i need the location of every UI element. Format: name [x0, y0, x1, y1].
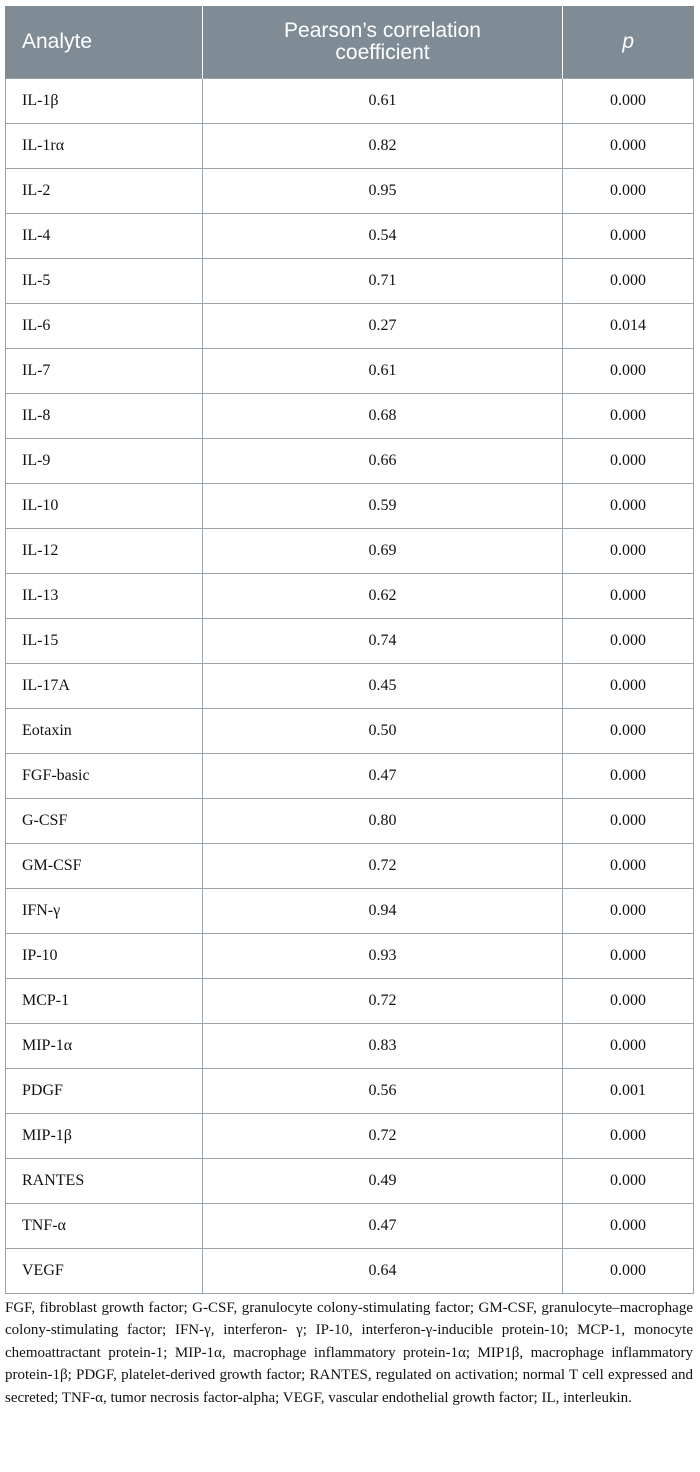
table-row: [6, 979, 694, 1024]
header-analyte: Analyte: [6, 6, 203, 79]
p-value-cell: 0.000: [563, 934, 694, 979]
analyte-cell: IL-15: [6, 619, 203, 664]
table-row: [6, 709, 694, 754]
table-header: [6, 6, 694, 79]
table-footnote: FGF, fibroblast growth factor; G-CSF, granulocyte colony-stimulating factor; GM-CSF, granulocyte–macrophage colony-stimulating factor; IFN-γ, interferon- γ; IP-10, interferon-γ-inducible protein-10; MCP-1, monocyte chemoattractant protein-1; MIP-1α, macrophage inflammatory protein-1α; MIP1β, macrophage inflammatory protein-1β; PDGF, platelet-derived growth factor; RANTES, regulated on activation; normal T cell expressed and secreted; TNF-α, tumor necrosis factor-alpha; VEGF, vascular endothelial growth factor; IL, interleukin.: [5, 1300, 693, 1406]
header-row: [6, 6, 694, 79]
pearson-r-cell: 0.45: [203, 664, 563, 709]
table-row: [6, 169, 694, 214]
p-value-cell: 0.000: [563, 439, 694, 484]
p-value-cell: 0.001: [563, 1069, 694, 1114]
p-value-cell: 0.000: [563, 214, 694, 259]
analyte-cell: GM-CSF: [6, 844, 203, 889]
p-value-cell: 0.000: [563, 529, 694, 574]
analyte-cell: IL-1β: [6, 79, 203, 124]
table-row: [6, 79, 694, 124]
table-row: [6, 934, 694, 979]
pearson-r-cell: 0.94: [203, 889, 563, 934]
p-value-cell: 0.000: [563, 79, 694, 124]
p-value-cell: 0.000: [563, 889, 694, 934]
pearson-r-cell: 0.56: [203, 1069, 563, 1114]
analyte-cell: MCP-1: [6, 979, 203, 1024]
table-row: [6, 529, 694, 574]
pearson-r-cell: 0.93: [203, 934, 563, 979]
analyte-cell: IL-5: [6, 259, 203, 304]
p-value-cell: 0.000: [563, 664, 694, 709]
pearson-r-cell: 0.82: [203, 124, 563, 169]
analyte-cell: IL-7: [6, 349, 203, 394]
pearson-r-cell: 0.64: [203, 1249, 563, 1294]
analyte-cell: TNF-α: [6, 1204, 203, 1249]
p-value-cell: 0.000: [563, 844, 694, 889]
p-value-cell: 0.000: [563, 1114, 694, 1159]
analyte-cell: RANTES: [6, 1159, 203, 1204]
table-row: [6, 484, 694, 529]
table-row: [6, 889, 694, 934]
table-row: [6, 574, 694, 619]
table-row: [6, 754, 694, 799]
p-value-cell: 0.000: [563, 574, 694, 619]
pearson-r-cell: 0.72: [203, 844, 563, 889]
analyte-cell: FGF-basic: [6, 754, 203, 799]
analyte-cell: IL-4: [6, 214, 203, 259]
analyte-cell: IL-6: [6, 304, 203, 349]
table-row: [6, 1069, 694, 1114]
pearson-r-cell: 0.66: [203, 439, 563, 484]
pearson-r-cell: 0.83: [203, 1024, 563, 1069]
analyte-cell: IP-10: [6, 934, 203, 979]
p-value-cell: 0.000: [563, 979, 694, 1024]
pearson-r-cell: 0.72: [203, 1114, 563, 1159]
table-row: [6, 1114, 694, 1159]
analyte-cell: IL-12: [6, 529, 203, 574]
analyte-cell: MIP-1β: [6, 1114, 203, 1159]
analyte-cell: MIP-1α: [6, 1024, 203, 1069]
analyte-cell: IL-13: [6, 574, 203, 619]
correlation-table: [5, 6, 694, 1294]
pearson-r-cell: 0.61: [203, 79, 563, 124]
analyte-cell: IL-17A: [6, 664, 203, 709]
pearson-r-cell: 0.54: [203, 214, 563, 259]
table-body: [6, 79, 694, 1294]
header-pearson-coefficient: [203, 6, 563, 79]
table-row: [6, 1024, 694, 1069]
header-pearson-text: Pearson’s correlation coefficient: [284, 19, 481, 64]
p-value-cell: 0.000: [563, 1159, 694, 1204]
table-row: [6, 799, 694, 844]
pearson-r-cell: 0.80: [203, 799, 563, 844]
analyte-cell: IL-1rα: [6, 124, 203, 169]
p-value-cell: 0.000: [563, 349, 694, 394]
analyte-cell: G-CSF: [6, 799, 203, 844]
p-value-cell: 0.000: [563, 1204, 694, 1249]
table-row: [6, 1249, 694, 1294]
p-value-cell: 0.000: [563, 709, 694, 754]
pearson-r-cell: 0.69: [203, 529, 563, 574]
p-value-cell: 0.014: [563, 304, 694, 349]
table-row: [6, 844, 694, 889]
p-value-cell: 0.000: [563, 1249, 694, 1294]
table-row: [6, 1159, 694, 1204]
pearson-r-cell: 0.74: [203, 619, 563, 664]
analyte-cell: IL-8: [6, 394, 203, 439]
p-value-cell: 0.000: [563, 754, 694, 799]
p-value-cell: 0.000: [563, 169, 694, 214]
analyte-cell: IL-9: [6, 439, 203, 484]
p-value-cell: 0.000: [563, 484, 694, 529]
analyte-cell: Eotaxin: [6, 709, 203, 754]
pearson-r-cell: 0.47: [203, 1204, 563, 1249]
table-row: [6, 124, 694, 169]
pearson-r-cell: 0.27: [203, 304, 563, 349]
p-value-cell: 0.000: [563, 259, 694, 304]
table-row: [6, 259, 694, 304]
table-row: [6, 349, 694, 394]
analyte-cell: PDGF: [6, 1069, 203, 1114]
pearson-r-cell: 0.72: [203, 979, 563, 1024]
table-row: [6, 1204, 694, 1249]
pearson-r-cell: 0.59: [203, 484, 563, 529]
correlation-table-container: [5, 6, 693, 1294]
table-row: [6, 214, 694, 259]
pearson-r-cell: 0.95: [203, 169, 563, 214]
pearson-r-cell: 0.71: [203, 259, 563, 304]
header-p-value: [563, 6, 694, 79]
p-value-cell: 0.000: [563, 619, 694, 664]
table-row: [6, 304, 694, 349]
pearson-r-cell: 0.47: [203, 754, 563, 799]
pearson-r-cell: 0.62: [203, 574, 563, 619]
analyte-cell: IL-10: [6, 484, 203, 529]
p-value-cell: 0.000: [563, 394, 694, 439]
pearson-r-cell: 0.61: [203, 349, 563, 394]
analyte-cell: IL-2: [6, 169, 203, 214]
analyte-cell: IFN-γ: [6, 889, 203, 934]
analyte-cell: VEGF: [6, 1249, 203, 1294]
table-row: [6, 394, 694, 439]
pearson-r-cell: 0.49: [203, 1159, 563, 1204]
pearson-r-cell: 0.50: [203, 709, 563, 754]
p-value-cell: 0.000: [563, 1024, 694, 1069]
p-value-cell: 0.000: [563, 124, 694, 169]
p-value-cell: 0.000: [563, 799, 694, 844]
table-row: [6, 619, 694, 664]
header-p-text: p: [622, 30, 635, 53]
pearson-r-cell: 0.68: [203, 394, 563, 439]
table-row: [6, 664, 694, 709]
table-row: [6, 439, 694, 484]
